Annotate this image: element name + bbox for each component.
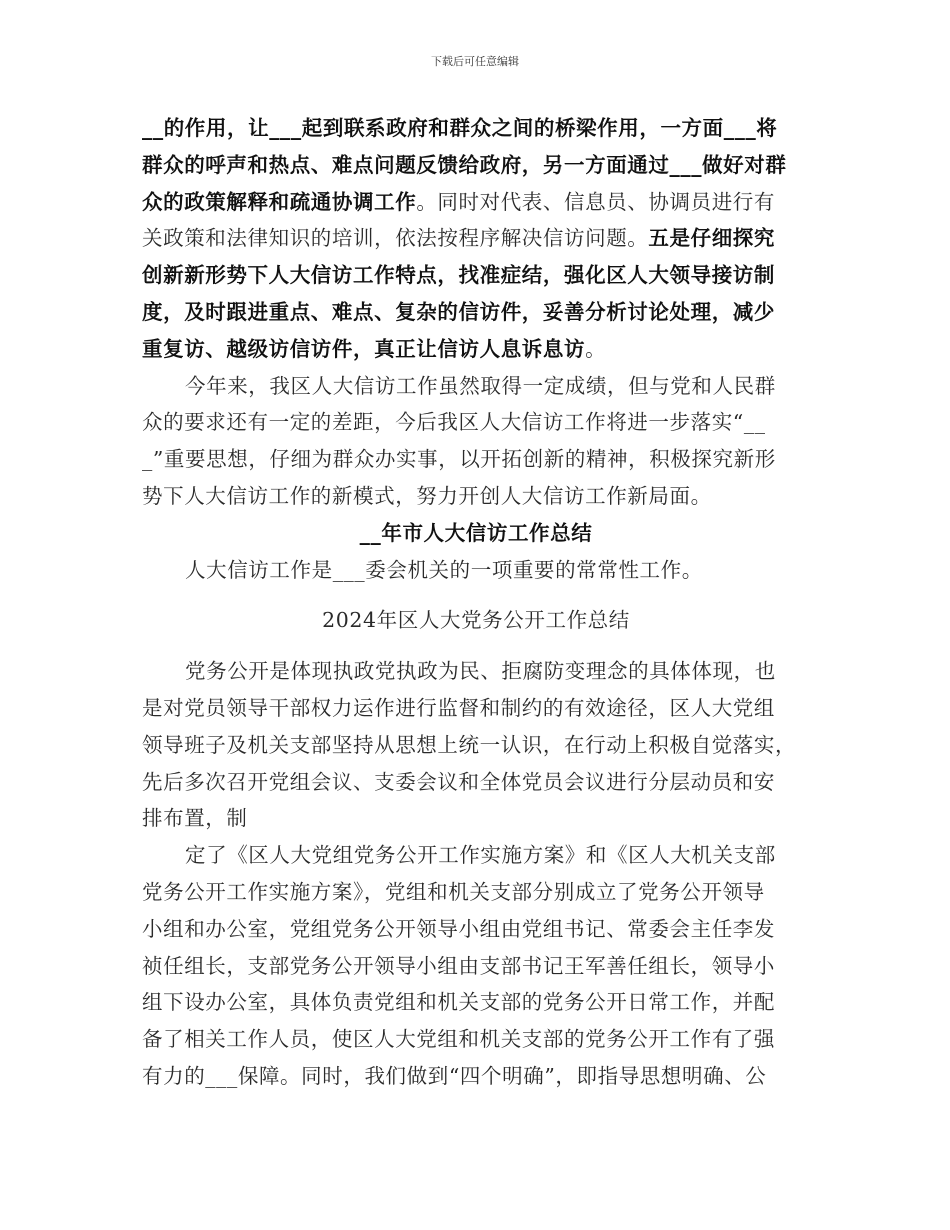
text-line <box>142 368 810 405</box>
page-header: 下载后可任意编辑 <box>431 55 519 68</box>
body-text: 排布置，制 <box>142 806 248 831</box>
section-heading <box>142 602 810 639</box>
body-text: 定了《区人大党组党务公开工作实施方案》和《区人大机关支部 <box>185 843 776 868</box>
body-text: 势下人大信访工作的新模式，努力开创人大信访工作新局面。 <box>142 483 712 508</box>
text-line <box>142 110 810 147</box>
text-line <box>142 552 810 589</box>
body-text: 众的要求还有一定的差距，今后我区人大信访工作将进一步落实“__ <box>142 410 766 435</box>
body-text: 先后多次召开党组会议、支委会议和全体党员会议进行分层动员和安 <box>142 769 775 794</box>
text-line <box>142 874 810 911</box>
text-line <box>142 184 810 221</box>
body-text: 祯任组长，支部党务公开领导小组由支部书记王军善任组长，领导小 <box>142 953 775 978</box>
text-line <box>142 1021 810 1058</box>
body-text: 备了相关工作人员，使区人大党组和机关支部的党务公开工作有了强 <box>142 1027 775 1052</box>
text-line <box>142 147 810 184</box>
body-text: 党务公开工作实施方案》，党组和机关支部分别成立了党务公开领导 <box>142 879 765 904</box>
text-line <box>142 837 810 874</box>
text-line <box>142 948 810 985</box>
document-body <box>142 110 810 1095</box>
body-text: 2024年区人大党务公开工作总结 <box>322 608 630 633</box>
body-text: 领导班子及机关支部坚持从思想上统一认识，在行动上积极自觉落实， <box>142 732 797 757</box>
body-text: 关政策和法律知识的培训，依法按程序解决信访问题。 <box>142 226 649 251</box>
body-text: 。同时对代表、信息员、协调员进行有 <box>416 189 776 214</box>
text-line <box>142 404 810 441</box>
body-text: 是对党员领导干部权力运作进行监督和制约的有效途径，区人大党组 <box>142 695 775 720</box>
body-text: 党务公开是体现执政党执政为民、拒腐防变理念的具体体现，也 <box>185 659 776 684</box>
text-line <box>142 220 810 257</box>
body-text: 今年来，我区人大信访工作虽然取得一定成绩，但与党和人民群 <box>185 373 776 398</box>
body-text: _”重要思想，仔细为群众办实事，以开拓创新的精神，积极探究新形 <box>142 447 776 472</box>
bold-text: __年市人大信访工作总结 <box>359 520 593 545</box>
body-text: 。 <box>585 336 607 361</box>
bold-text: 度，及时跟进重点、难点、复杂的信访件，妥善分析讨论处理，减少 <box>142 299 775 324</box>
bold-text: 五是仔细探究 <box>648 226 776 251</box>
body-text: 有力的___保障。同时，我们做到“四个明确”，即指导思想明确、公 <box>142 1063 767 1088</box>
text-line <box>142 294 810 331</box>
text-line <box>142 653 810 690</box>
bold-text: 群众的呼声和热点、难点问题反馈给政府，另一方面通过___做好对群 <box>142 152 787 177</box>
text-line <box>142 257 810 294</box>
text-line <box>142 727 810 764</box>
bold-text: 众的政策解释和疏通协调工作 <box>142 189 417 214</box>
bold-text: 创新新形势下人大信访工作特点，找准症结，强化区人大领导接访制 <box>142 263 775 288</box>
body-text: 人大信访工作是___委会机关的一项重要的常常性工作。 <box>185 557 703 582</box>
text-line <box>142 764 810 801</box>
text-line <box>142 441 810 478</box>
text-line <box>142 690 810 727</box>
bold-text: 重复访、越级访信访件，真正让信访人息诉息访 <box>142 336 586 361</box>
text-line <box>142 984 810 1021</box>
body-text: 组下设办公室，具体负责党组和机关支部的党务公开日常工作，并配 <box>142 990 775 1015</box>
text-line <box>142 331 810 368</box>
text-line <box>142 800 810 837</box>
text-line <box>142 478 810 515</box>
text-line <box>142 911 810 948</box>
section-heading <box>142 515 810 552</box>
paragraph-gap <box>142 639 810 653</box>
body-text: 小组和办公室，党组党务公开领导小组由党组书记、常委会主任李发 <box>142 916 775 941</box>
text-line <box>142 1058 810 1095</box>
paragraph-gap <box>142 588 810 602</box>
bold-text: __的作用，让___起到联系政府和群众之间的桥梁作用，一方面___将 <box>142 116 778 140</box>
